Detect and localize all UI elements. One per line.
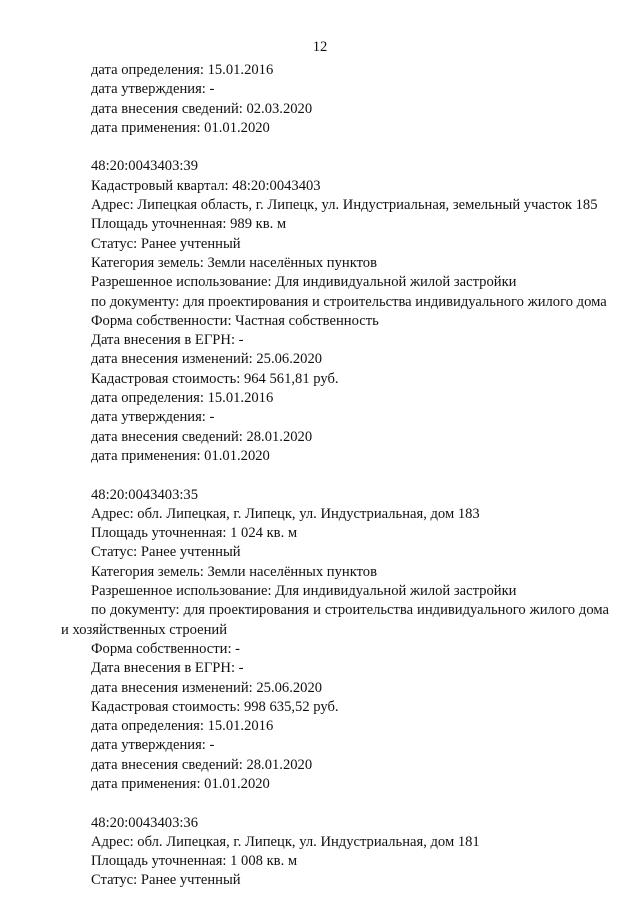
- entry-date: дата внесения сведений: 28.01.2020: [91, 756, 313, 773]
- area: Площадь уточненная: 989 кв. м: [91, 216, 287, 233]
- address: Адрес: обл. Липецкая, г. Липецк, ул. Индустриальная, дом 183: [91, 505, 480, 522]
- page-number: 12: [312, 39, 328, 55]
- approval-date: дата утверждения: -: [91, 81, 215, 98]
- ownership-form: Форма собственности: -: [91, 640, 241, 657]
- cadastral-quarter: Кадастровый квартал: 48:20:0043403: [91, 177, 321, 194]
- address: Адрес: Липецкая область, г. Липецк, ул. Индустриальная, земельный участок 185: [91, 197, 598, 214]
- definition-date: дата определения: 15.01.2016: [91, 390, 274, 407]
- status: Статус: Ранее учтенный: [91, 235, 241, 252]
- entry-date: дата внесения сведений: 28.01.2020: [91, 428, 313, 445]
- spacer: [61, 138, 609, 157]
- cadastral-number: 48:20:0043403:36: [91, 814, 199, 831]
- cadastral-value: Кадастровая стоимость: 964 561,81 руб.: [91, 370, 339, 387]
- definition-date: дата определения: 15.01.2016: [91, 62, 274, 78]
- change-date: дата внесения изменений: 25.06.2020: [91, 351, 323, 368]
- land-category: Категория земель: Земли населённых пунктов: [91, 563, 377, 580]
- cadastral-value: Кадастровая стоимость: 998 635,52 руб.: [91, 698, 339, 715]
- change-date: дата внесения изменений: 25.06.2020: [91, 679, 323, 696]
- status: Статус: Ранее учтенный: [91, 544, 241, 561]
- application-date: дата применения: 01.01.2020: [91, 119, 270, 136]
- spacer: [61, 466, 609, 485]
- record-36: [61, 814, 609, 891]
- entry-date: дата внесения сведений: 02.03.2020: [91, 100, 313, 117]
- approval-date: дата утверждения: -: [91, 737, 215, 754]
- document-body: [61, 61, 609, 891]
- by-document: по документу: для проектирования и строительства индивидуального жилого дома: [91, 293, 607, 310]
- cadastral-number: 48:20:0043403:39: [91, 158, 199, 175]
- permitted-use: Разрешенное использование: Для индивидуальной жилой застройки: [91, 583, 517, 600]
- by-document: по документу: для проектирования и строительства индивидуального жилого дома и хозяйственных строений: [61, 602, 609, 638]
- address: Адрес: обл. Липецкая, г. Липецк, ул. Индустриальная, дом 181: [91, 833, 480, 850]
- egrn-date: Дата внесения в ЕГРН: -: [91, 660, 244, 677]
- ownership-form: Форма собственности: Частная собственность: [91, 312, 379, 329]
- area: Площадь уточненная: 1 008 кв. м: [91, 853, 298, 870]
- definition-date: дата определения: 15.01.2016: [91, 718, 274, 735]
- land-category: Категория земель: Земли населённых пунктов: [91, 254, 377, 271]
- record-39: [61, 157, 609, 466]
- egrn-date: Дата внесения в ЕГРН: -: [91, 332, 244, 349]
- cadastral-number: 48:20:0043403:35: [91, 486, 199, 503]
- spacer: [61, 794, 609, 813]
- application-date: дата применения: 01.01.2020: [91, 775, 270, 792]
- status: Статус: Ранее учтенный: [91, 872, 241, 889]
- area: Площадь уточненная: 1 024 кв. м: [91, 525, 298, 542]
- previous-record-tail: [61, 61, 609, 138]
- approval-date: дата утверждения: -: [91, 409, 215, 426]
- record-35: [61, 486, 609, 795]
- application-date: дата применения: 01.01.2020: [91, 447, 270, 464]
- permitted-use: Разрешенное использование: Для индивидуальной жилой застройки: [91, 274, 517, 291]
